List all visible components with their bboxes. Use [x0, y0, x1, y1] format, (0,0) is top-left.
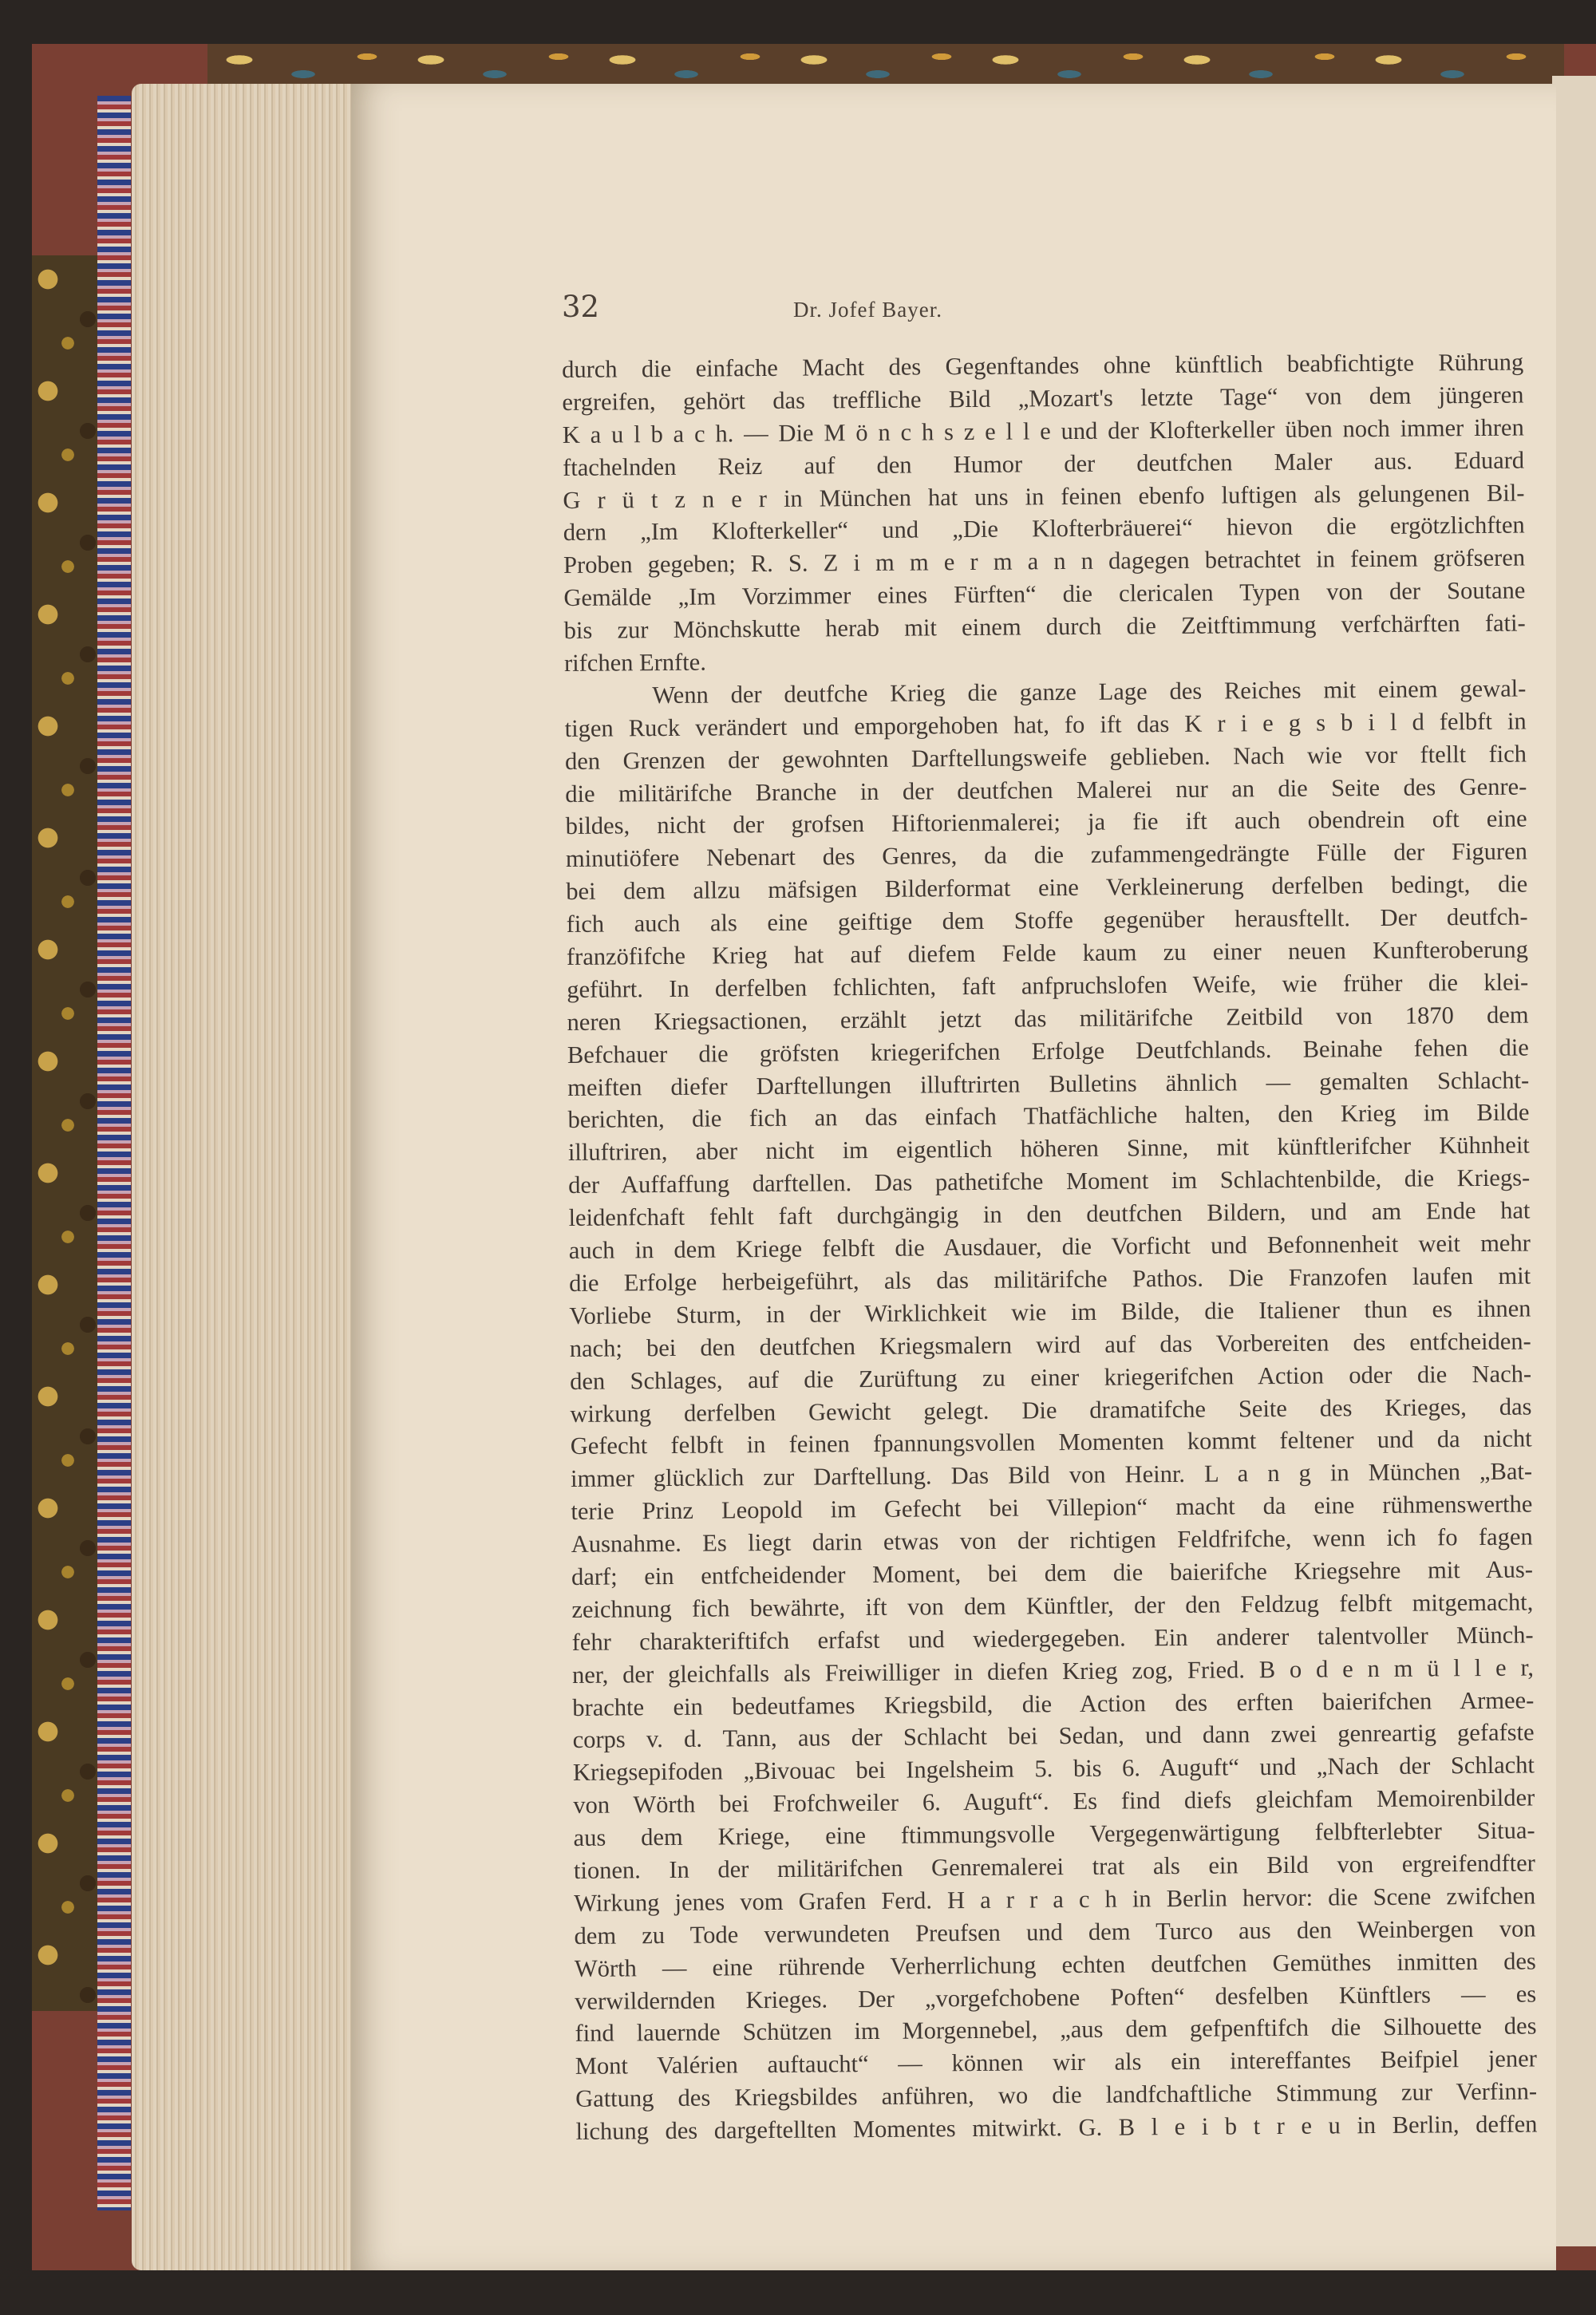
text-line: die militärifche Branche in der deutfchen Malerei nur an die Seite des Genre-	[565, 772, 1527, 808]
running-title: Dr. Jofef Bayer.	[793, 298, 942, 322]
text-line: verwildernden Krieges. Der „vorgefchobene Poften“ desfelben Künftlers — es	[575, 1980, 1537, 2015]
page-edges	[132, 84, 351, 2270]
text-line: berichten, die fich an das einfach Thatfächliche halten, den Krieg im Bilde	[567, 1098, 1530, 1134]
text-line: brachte ein bedeutfames Kriegsbild, die Action des erften baierifchen Armee-	[572, 1686, 1535, 1721]
text-line: tionen. In der militärifchen Genremalerei trat als ein Bild von ergreifendfter	[573, 1849, 1536, 1884]
text-line: Befchauer die gröfsten kriegerifchen Erfolge Deutfchlands. Beinahe fehen die	[567, 1033, 1529, 1069]
book-page	[351, 84, 1556, 2270]
text-line: geführt. In derfelben fchlichten, faft anfpruchslofen Weife, wie früher die klei-	[567, 968, 1529, 1003]
page-number: 32	[562, 290, 600, 324]
text-line: immer glücklich zur Darftellung. Das Bild von Heinr. L a n g in München „Bat-	[570, 1457, 1533, 1493]
text-line: Gemälde „Im Vorzimmer eines Fürften“ die clericalen Typen von der Soutane	[563, 576, 1526, 612]
text-line: minutiöfere Nebenart des Genres, da die zufammengedrängte Fülle der Figuren	[565, 837, 1528, 873]
text-line: Proben gegeben; R. S. Z i m m e r m a n n dagegen betrachtet in feinem gröfseren	[563, 543, 1526, 579]
text-line: der Auffaffung darftellen. Das pathetifche Moment im Schlachtenbilde, die Kriegs-	[568, 1163, 1531, 1199]
text-line: Vorliebe Sturm, in der Wirklichkeit wie im Bilde, die Italiener thun es ihnen	[569, 1294, 1531, 1329]
text-line: auch in dem Kriege felbft die Ausdauer, die Vorficht und Befonnenheit weit mehr	[568, 1229, 1531, 1265]
text-line: Kriegsepifoden „Bivouac bei Ingelsheim 5. bis 6. Auguft“ und „Nach der Schlacht	[572, 1751, 1535, 1787]
text-line: fich auch als eine geiftige dem Stoffe gegenüber herausftellt. Der deutfch-	[566, 903, 1528, 938]
body-text	[562, 346, 1538, 2148]
text-line: tigen Ruck verändert und emporgehoben hat, fo ift das K r i e g s b i l d felbft in	[564, 707, 1527, 742]
text-line: lichung des dargeftellten Momentes mitwirkt. G. B l e i b t r e u in Berlin, deffen	[575, 2110, 1538, 2146]
text-line: bis zur Mönchskutte herab mit einem durch die Zeitftimmung verfchärften fati-	[563, 609, 1526, 645]
text-line: Wörth — eine rührende Verherrlichung echten deutfchen Gemüthes inmitten des	[574, 1947, 1536, 1982]
marbled-endpaper	[97, 96, 131, 2210]
text-line: den Schlages, auf die Zurüftung zu einer kriegerifchen Action oder die Nach-	[569, 1360, 1532, 1395]
text-line: neren Kriegsactionen, erzählt jetzt das militärifche Zeitbild von 1870 dem	[567, 1001, 1529, 1036]
facing-page-edge	[1552, 76, 1596, 2246]
text-line: von Wörth bei Frofchweiler 6. Auguft“. Es find diefs gleichfam Memoirenbilder	[573, 1784, 1535, 1819]
text-line: Wirkung jenes vom Grafen Ferd. H a r r a c h in Berlin hervor: die Scene zwifchen	[574, 1882, 1536, 1917]
text-line: die Erfolge herbeigeführt, als das militärifche Pathos. Die Franzofen laufen mit	[569, 1262, 1531, 1297]
text-line: den Grenzen der gewohnten Darftellungsweife geblieben. Nach wie vor ftellt fich	[564, 740, 1527, 775]
text-line: Mont Valérien auftaucht“ — können wir als ein intereffantes Beifpiel jener	[575, 2044, 1537, 2080]
text-line: durch die einfache Macht des Gegenftandes ohne künftlich beabfichtigte Rührung	[562, 348, 1524, 383]
text-line: dern „Im Klofterkeller“ und „Die Klofterbräuerei“ hievon die ergötzlichften	[563, 511, 1525, 547]
text-line: illuftriren, aber nicht im eigentlich höheren Sinne, mit künftlerifcher Kühnheit	[567, 1131, 1530, 1167]
text-line: Wenn der deutfche Krieg die ganze Lage des Reiches mit einem gewal-	[652, 674, 1527, 709]
text-line: Gattung des Kriegsbildes anführen, wo die landfchaftliche Stimmung zur Verfinn-	[575, 2077, 1538, 2113]
text-line: fehr charakteriftifch erfafst und wiedergegeben. Ein anderer talentvoller Münch-	[571, 1621, 1534, 1656]
text-line: zeichnung fich bewährte, ift von dem Künftler, der den Feldzug felbft mitgemacht,	[571, 1588, 1534, 1623]
text-line: bildes, nicht der grofsen Hiftorienmalerei; ja fie ift auch obendrein oft eine	[565, 804, 1527, 840]
text-line: ner, der gleichfalls als Freiwilliger in diefen Krieg zog, Fried. B o d e n m ü l l e r,	[571, 1653, 1535, 1689]
text-line: G r ü t z n e r in München hat uns in feinen ebenfo luftigen als gelungenen Bil-	[563, 479, 1525, 514]
text-line: meiften diefer Darftellungen illuftrirten Bulletins ähnlich — gemalten Schlacht-	[567, 1066, 1530, 1101]
running-head	[562, 290, 1448, 338]
text-line: dem zu Tode verwundeten Preufsen und dem Turco aus den Weinbergen von	[574, 1914, 1536, 1950]
text-line: corps v. d. Tann, aus der Schlacht bei Sedan, und dann zwei genreartig gefafste	[572, 1718, 1535, 1754]
text-line: ftachelnden Reiz auf den Humor der deutfchen Maler aus. Eduard	[562, 446, 1525, 481]
text-line: wirkung derfelben Gewicht gelegt. Die dramatifche Seite des Krieges, das	[570, 1392, 1532, 1428]
text-line: darf; ein entfcheidender Moment, bei dem die baierifche Kriegsehre mit Aus-	[571, 1555, 1534, 1590]
text-line: K a u l b a c h. — Die M ö n c h s z e l l e und der Klofterkeller üben noch immer ihren	[562, 413, 1524, 448]
text-line: nach; bei den deutfchen Kriegsmalern wird auf das Vorbereiten des entfcheiden-	[569, 1327, 1531, 1362]
text-line: rifchen Ernfte.	[563, 648, 707, 678]
text-line: Ausnahme. Es liegt darin etwas von der richtigen Feldfrifche, wenn ich fo fagen	[571, 1523, 1533, 1558]
text-line: leidenfchaft fehlt faft durchgängig in den deutfchen Bildern, und am Ende hat	[568, 1196, 1531, 1232]
text-line: ergreifen, gehört das treffliche Bild „Mozart's letzte Tage“ von dem jüngeren	[562, 381, 1524, 416]
text-line: aus dem Kriege, eine ftimmungsvolle Vergegenwärtigung felbfterlebter Situa-	[573, 1816, 1535, 1852]
text-line: Gefecht felbft in feinen fpannungsvollen Momenten kommt feltener und da nicht	[570, 1424, 1532, 1460]
text-line: franzöfifche Krieg hat auf diefem Felde kaum zu einer neuen Kunfteroberung	[566, 935, 1529, 971]
text-line: bei dem allzu mäfsigen Bilderformat eine Verkleinerung derfelben bedingt, die	[566, 870, 1528, 906]
text-line: terie Prinz Leopold im Gefecht bei Villepion“ macht da eine rühmenswerthe	[571, 1490, 1533, 1526]
marbled-cover-left	[32, 255, 108, 2011]
text-line: find lauernde Schützen im Morgennebel, „aus dem gefpenftifch die Silhouette des	[575, 2012, 1537, 2048]
